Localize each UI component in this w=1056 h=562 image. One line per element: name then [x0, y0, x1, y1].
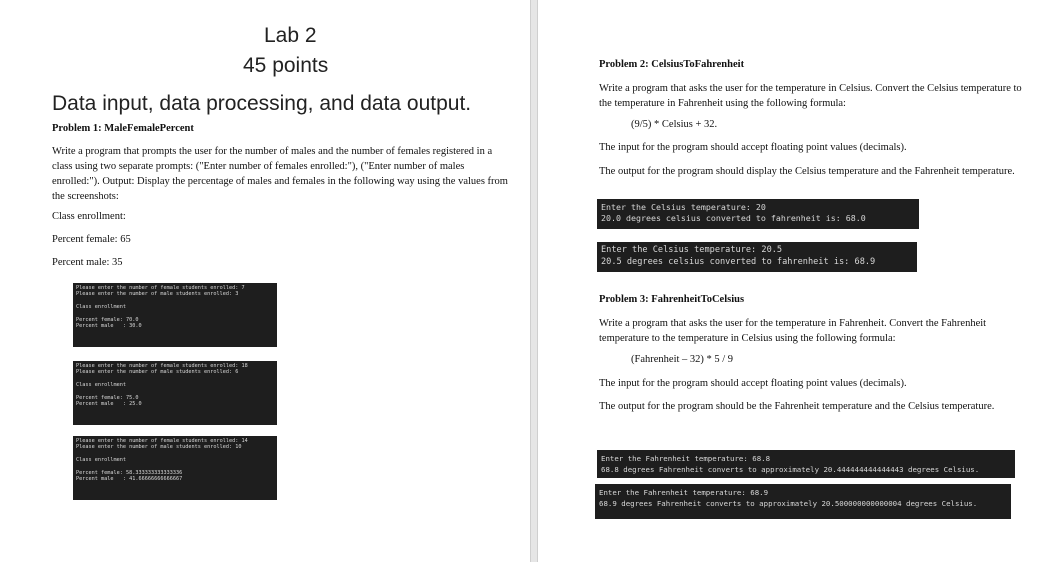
console-line: Please enter the number of male students enrolled: 3 [76, 291, 239, 298]
console-screenshot-7 [595, 484, 1011, 519]
problem3-formula: (Fahrenheit – 32) * 5 / 9 [631, 354, 734, 365]
console-line: Class enrollment [76, 457, 126, 464]
problem2-description: Write a program that asks the user for the temperature in Celsius. Convert the Celsius temperature to the temperature in Fahrenheit using the following formula: [599, 83, 1022, 109]
console-screenshot-1 [73, 283, 277, 347]
section-heading: Data input, data processing, and data output. [52, 92, 472, 115]
page-divider [530, 0, 538, 562]
problem3-input-note: The input for the program should accept floating point values (decimals). [599, 378, 907, 389]
console-line: Enter the Fahrenheit temperature: 68.8 [601, 454, 771, 463]
console-line: Enter the Celsius temperature: 20 [601, 202, 766, 212]
console-screenshot-4 [597, 199, 919, 229]
console-line: Enter the Celsius temperature: 20.5 [601, 245, 783, 255]
console-screenshot-5 [597, 242, 917, 272]
console-line: 20.0 degrees celsius converted to fahrenheit is: 68.0 [601, 213, 866, 223]
lab-points: 45 points [243, 54, 329, 77]
console-line: Class enrollment [76, 304, 126, 311]
problem2-title: Problem 2: CelsiusToFahrenheit [599, 59, 745, 70]
percent-female-text: Percent female: 65 [52, 234, 131, 245]
problem2-formula: (9/5) * Celsius + 32. [631, 119, 718, 130]
console-line: Please enter the number of female students enrolled: 7 [76, 285, 245, 291]
problem2-input-note: The input for the program should accept floating point values (decimals). [599, 142, 907, 153]
lab-title: Lab 2 [264, 24, 317, 47]
console-screenshot-3 [73, 436, 277, 500]
console-line: 68.9 degrees Fahrenheit converts to approximately 20.500000000000004 degrees Celsius. [599, 499, 978, 508]
console-screenshot-2 [73, 361, 277, 425]
console-line: Percent male : 25.0 [76, 401, 142, 408]
problem3-output-note: The output for the program should be the Fahrenheit temperature and the Celsius temperature. [599, 401, 995, 412]
console-screenshot-6 [597, 450, 1015, 478]
console-line: Please enter the number of male students enrolled: 10 [76, 444, 242, 451]
console-line: Percent female: 70.0 [76, 317, 139, 323]
console-line: Class enrollment [76, 382, 126, 389]
problem3-title: Problem 3: FahrenheitToCelsius [599, 294, 745, 305]
console-line: Percent male : 41.66666666666667 [76, 476, 183, 483]
console-line: Please enter the number of male students enrolled: 6 [76, 369, 239, 376]
class-enrollment-label: Class enrollment: [52, 211, 126, 222]
console-line: Percent male : 30.0 [76, 323, 142, 330]
console-line: 68.8 degrees Fahrenheit converts to approximately 20.444444444444443 degrees Celsius. [601, 465, 980, 474]
console-line: Percent female: 75.0 [76, 395, 139, 401]
console-line: Percent female: 58.333333333333336 [76, 470, 183, 476]
problem1-description: Write a program that prompts the user for the number of males and the number of females registered in a class using two separate prompts: ("Enter number of females enrolled:"), ("Enter number of males enrolled:"). Output: Display the percentage of males and females in the following way using the values from the screenshots: [52, 146, 508, 202]
problem3-description: Write a program that asks the user for the temperature in Fahrenheit. Convert the Fahrenheit temperature to the temperature in Celsius using the following formula: [599, 318, 987, 344]
console-line: Enter the Fahrenheit temperature: 68.9 [599, 488, 769, 497]
right-page [538, 0, 1056, 562]
console-line: Please enter the number of female students enrolled: 18 [76, 363, 248, 369]
problem2-output-note: The output for the program should display the Celsius temperature and the Fahrenheit temperature. [599, 166, 1015, 177]
percent-male-text: Percent male: 35 [52, 257, 123, 268]
problem1-title: Problem 1: MaleFemalePercent [52, 123, 194, 134]
console-line: Please enter the number of female students enrolled: 14 [76, 438, 248, 444]
console-line: 20.5 degrees celsius converted to fahrenheit is: 68.9 [601, 257, 876, 267]
